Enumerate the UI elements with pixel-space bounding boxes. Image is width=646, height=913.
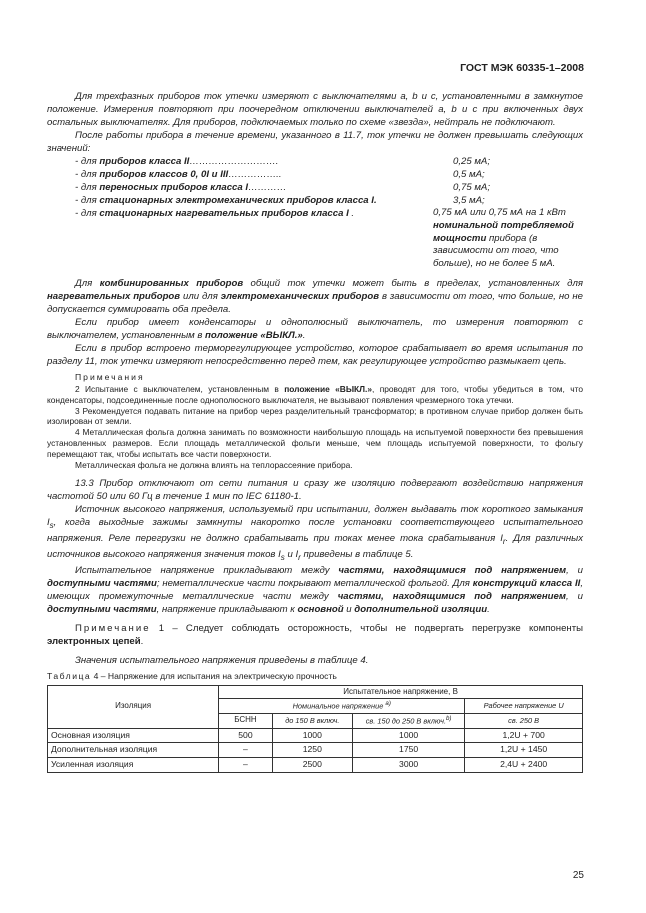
header-upto-150: до 150 В включ. xyxy=(272,714,352,729)
note-2: 2 Испытание с выключателем, установленным в положение «ВЫКЛ.», проводят для того, чтобы убедиться в том, что конденсаторы, подсоединенные после однополюсного выключателя, не вызывают появления чрезмерного тока утечки. xyxy=(47,383,583,405)
paragraph-test-voltage: Испытательное напряжение прикладывают между частями, находящимися под напряжением, и доступными частями; неметаллические части покрывают металлической фольгой. Для конструкций класса II, имеющих промежуточные металлические части между частями, находящимися под напряжением, и доступными частями, напряжение прикладывают к основной и дополнительной изоляции. xyxy=(47,564,583,615)
list-item: - для приборов классов 0, 0I и III…………….. 0,5 мА; xyxy=(75,169,485,181)
header-insulation: Изоляция xyxy=(48,685,219,728)
table-caption: Таблица 4 – Напряжение для испытания на электрическую прочность xyxy=(47,670,337,681)
note-3: 3 Рекомендуется подавать питание на прибор через разделительный трансформатор; в противном случае прибор должен быть изолирован от земли. xyxy=(47,405,583,427)
notes-heading: Примечания xyxy=(75,372,145,383)
paragraph-thermostat: Если в прибор встроено терморегулирующее устройство, которое срабатывает во время испытания по разделу 11, ток утечки измеряют непосредственно перед тем, как регулирующее устройство размыкает цепь. xyxy=(47,342,583,367)
list-item: - для переносных приборов класса I………… 0,75 мА; xyxy=(75,182,490,194)
paragraph-capacitors: Если прибор имеет конденсаторы и однополюсный выключатель, то измерения повторяют с выключателем, установленным в положение «ВЫКЛ.». xyxy=(47,316,583,341)
list-item: - для приборов класса II………………………. 0,25 мА; xyxy=(75,156,490,168)
header-150-250: св. 150 до 250 В включ.$^{b)}$ xyxy=(352,714,464,729)
note-4: 4 Металлическая фольга должна занимать по возможности наибольшую площадь на испытуемой поверхности без превышения установленных размеров. Если площадь металлической фольги меньше, чем площадь испытуемой поверхности, то фольгу перемещают так, чтобы испытать все части поверхности. xyxy=(47,427,583,460)
note-4-continued: Металлическая фольга не должна влиять на теплорассеяние прибора. xyxy=(75,460,353,471)
heating-appliance-limit: 0,75 мА или 0,75 мА на 1 кВт номинальной потребляемой мощности прибора (в зависимости от того, что больше), но не более 5 мА. xyxy=(433,207,574,270)
paragraph-hv-source: Источник высокого напряжения, используемый при испытании, должен выдавать ток короткого замыкания $I_s$, когда выходные зажимы замкнуты накоротко после установки соответствующего испытательного напряжения. Реле перегрузки не должно срабатывать при токах менее тока срабатывания $I_r$. Для различных источников высокого напряжения значения токов $I_s$ и $I_r$ приведены в таблице 5. xyxy=(47,504,584,562)
header-working: Рабочее напряжение U xyxy=(465,699,583,714)
table-row: Дополнительная изоляция – 1250 1750 1,2U + 1450 xyxy=(48,743,583,758)
list-item: - для стационарных нагревательных приборов класса I . 0,75 мА или 0,75 мА на 1 кВт номинальной потребляемой мощности прибора (в зависимости от того, что больше), но не более 5 мА. xyxy=(47,207,583,270)
header-nominal: Номинальное напряжение $^{а)}$ xyxy=(219,699,465,714)
header-bsnn: БСНН xyxy=(219,714,273,729)
table-row: Усиленная изоляция – 2500 3000 2,4U + 2400 xyxy=(48,757,583,772)
leakage-limits-list xyxy=(47,155,583,270)
paragraph-limits-intro: После работы прибора в течение времени, указанного в 11.7, ток утечки не должен превышать следующих значений: xyxy=(47,130,583,155)
paragraph-three-phase: Для трехфазных приборов ток утечки измеряют с выключателями a, b и c, установленными в замкнутое положение. Измерения повторяют при поочередном отключении выключателей a, b и c при включенных двух остальных выключателях. Для приборов, подключаемых только по схеме «звезда», нейтраль не подключают. xyxy=(47,91,583,129)
document-header: ГОСТ МЭК 60335-1–2008 xyxy=(460,62,584,74)
table-row: Основная изоляция 500 1000 1000 1,2U + 700 xyxy=(48,728,583,743)
clause-13-3: 13.3 Прибор отключают от сети питания и сразу же изоляцию подвергают воздействию напряжения частотой 50 или 60 Гц в течение 1 мин по IEC 61180-1. xyxy=(47,478,583,503)
list-item: - для стационарных электромеханических приборов класса I. 3,5 мА; xyxy=(75,195,485,207)
header-test-voltage: Испытательное напряжение, В xyxy=(219,685,583,699)
page-number: 25 xyxy=(572,870,584,881)
paragraph-combined-appliances: Для комбинированных приборов общий ток утечки может быть в пределах, установленных для нагревательных приборов или для электромеханических приборов в зависимости от того, что больше, но не допускается суммировать оба предела. xyxy=(47,277,583,315)
test-voltage-table xyxy=(47,685,583,773)
page-content xyxy=(47,90,583,773)
header-over-250: св. 250 В xyxy=(465,714,583,729)
note-1-electronic: Примечание 1 – Следует соблюдать осторожность, чтобы не подвергать перегрузке компоненты электронных цепей. xyxy=(47,622,583,647)
paragraph-table-ref: Значения испытательного напряжения приведены в таблице 4. xyxy=(75,654,369,666)
